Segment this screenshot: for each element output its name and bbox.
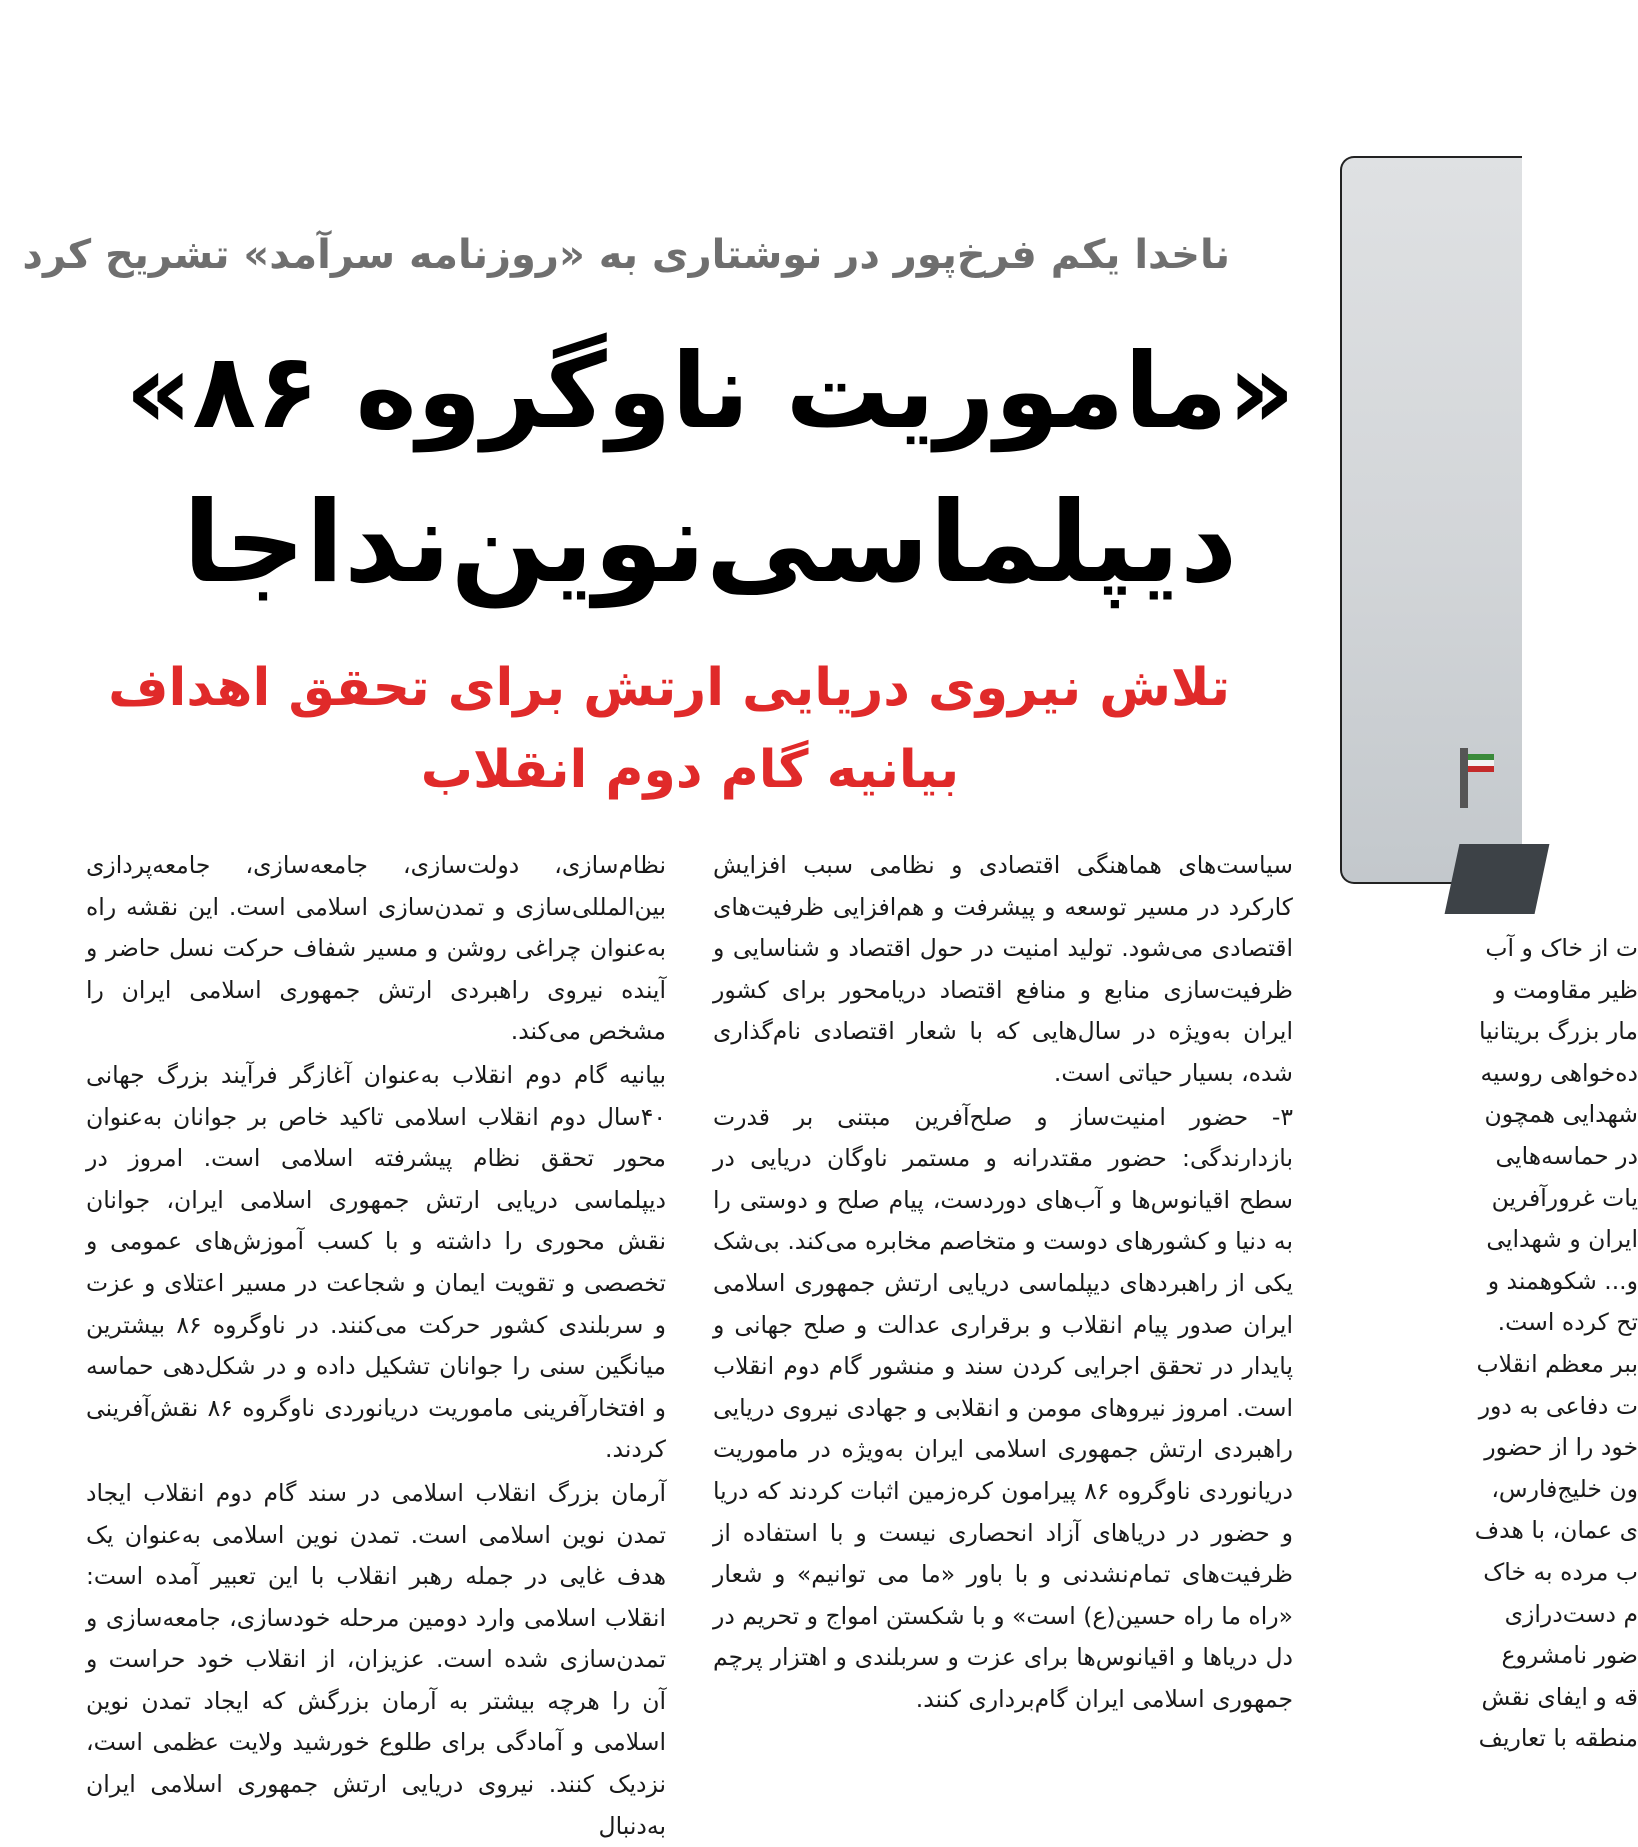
text-line: و... شکوهمند و (1487, 1266, 1638, 1295)
text-line: مار بزرگ بریتانیا (1478, 1017, 1638, 1046)
text-line: ت از خاک و آب (1485, 934, 1638, 962)
paragraph: بیانیه گام دوم انقلاب به‌عنوان آغازگر فرآیند بزرگ جهانی ۴۰سال دوم انقلاب اسلامی تاکید خاص بر جوانان به‌عنوان محور تحقق نظام پیشرفته اسلامی است. امروز در دیپلماسی دریایی ارتش جمهوری اسلامی ایران، جوانان نقش محوری را داشته و با کسب آموزش‌های عمومی و تخصصی و تقویت ایمان و شجاعت در مسیر اعتلای و عزت و سربلندی کشور حرکت می‌کنند. در ناوگروه ۸۶ بیشترین میانگین سنی را جوانان تشکیل داده و در شکل‌دهی حماسه و افتخارآفرینی ماموریت دریانوردی ناوگروه ۸۶ نقش‌آفرینی کردند. (86, 1060, 666, 1464)
text-line: شهدایی همچون (1484, 1100, 1638, 1129)
subheadline-line-1: تلاش نیروی دریایی ارتش برای تحقق اهداف (108, 658, 1230, 718)
text-line: در حماسه‌هایی (1495, 1141, 1638, 1170)
text-line: م دست‌درازی (1504, 1599, 1638, 1628)
text-line: قه و ایفای نقش (1481, 1682, 1638, 1711)
text-line: ضور نامشروع (1501, 1641, 1638, 1670)
ship-mast (1460, 748, 1468, 808)
text-line: منطقه با تعاریف (1478, 1724, 1638, 1753)
subheadline-line-2: بیانیه گام دوم انقلاب (420, 740, 960, 800)
text-line: ون خلیج‌فارس، (1491, 1474, 1638, 1503)
headline-line-2: دیپلماسی‌نوین‌نداجا (182, 478, 1238, 608)
text-line: یات غرورآفرین (1491, 1183, 1638, 1212)
text-line: ت دفاعی به دور (1478, 1391, 1638, 1420)
paragraph: نظام‌سازی، دولت‌سازی، جامعه‌سازی، جامعه‌پردازی بین‌المللی‌سازی و تمدن‌سازی اسلامی است. این نقشه راه به‌عنوان چراغی روشن و مسیر شفاف حرکت نسل حاضر و آینده نیروی راهبردی ارتش جمهوری اسلامی ایران را مشخص می‌کند. (86, 851, 666, 1046)
headline-line-1: «ماموریت ناوگروه ۸۶» (125, 330, 1295, 452)
article-column-left (86, 845, 666, 1840)
iran-flag-icon (1468, 754, 1494, 772)
warship-photo-icon (1340, 156, 1522, 884)
paragraph: سیاست‌های هماهنگی اقتصادی و نظامی سبب افزایش کارکرد در مسیر توسعه و پیشرفت و هم‌افزایی ظرفیت‌های اقتصادی می‌شود. تولید امنیت در حول اقتصاد و شناسایی و ظرفیت‌سازی منابع و منافع اقتصاد دریامحور برای کشور ایران به‌ویژه در سال‌هایی که با شعار اقتصادی نام‌گذاری شده، بسیار حیاتی است. (713, 851, 1293, 1087)
article-column-middle (713, 845, 1293, 1755)
text-line: تح کرده است. (1497, 1308, 1638, 1337)
text-line: ببر معظم انقلاب (1476, 1349, 1638, 1378)
article-column-right (1338, 928, 1638, 1758)
paragraph: آرمان بزرگ انقلاب اسلامی در سند گام دوم انقلاب ایجاد تمدن نوین اسلامی است. تمدن نوین اسلامی به‌عنوان یک هدف غایی در جمله رهبر انقلاب با این تعبیر آمده است: انقلاب اسلامی وارد دومین مرحله خودسازی، جامعه‌سازی و تمدن‌سازی شده است. عزیزان، از انقلاب خود حراست و آن را هرچه بیشتر به آرمان بزرگش که ایجاد تمدن نوین اسلامی و آمادگی برای طلوع خورشید ولایت عظمی است، نزدیک کنند. نیروی دریایی ارتش جمهوری اسلامی ایران به‌دنبال (86, 1478, 666, 1840)
text-line: ایران و شهدایی (1486, 1225, 1638, 1254)
text-line: ظیر مقاومت و (1494, 975, 1638, 1004)
paragraph: ۳- حضور امنیت‌ساز و صلح‌آفرین مبتنی بر قدرت بازدارندگی: حضور مقتدرانه و مستمر ناوگان دریایی در سطح اقیانوس‌ها و آب‌های دوردست، پیام صلح و دوستی را به دنیا و کشورهای دوست و متخاصم مخابره می‌کند. بی‌شک یکی از راهبردهای دیپلماسی دریایی ارتش جمهوری اسلامی ایران صدور پیام انقلاب و برقراری عدالت و صلح جهانی و پایدار در تحقق اجرایی کردن سند و منشور گام دوم انقلاب است. امروز نیروهای مومن و انقلابی و جهادی نیروی دریایی راهبردی ارتش جمهوری اسلامی ایران به‌ویژه در ماموریت دریانوردی ناوگروه ۸۶ پیرامون کره‌زمین اثبات کردند که دریا و حضور در دریاهای آزاد انحصاری نیست و با استفاده از ظرفیت‌های تمام‌نشدنی و با باور «ما می توانیم» و شعار «راه ما راه حسین(ع) است» و با شکستن امواج و تحریم در دل دریاها و اقیانوس‌ها برای عزت و سربلندی و اهتزار پرچم جمهوری اسلامی ایران گام‌برداری کنند. (713, 1102, 1293, 1713)
text-line: ی عمان، با هدف (1474, 1516, 1638, 1545)
supertitle: ناخدا یکم فرخ‌پور در نوشتاری به «روزنامه سرآمد» تشریح کرد (22, 232, 1230, 278)
ship-hull (1445, 844, 1550, 914)
text-line: ده‌خواهی روسیه (1480, 1058, 1638, 1087)
text-line: ب مرده به خاک (1483, 1557, 1638, 1586)
text-line: خود را از حضور (1484, 1433, 1638, 1462)
